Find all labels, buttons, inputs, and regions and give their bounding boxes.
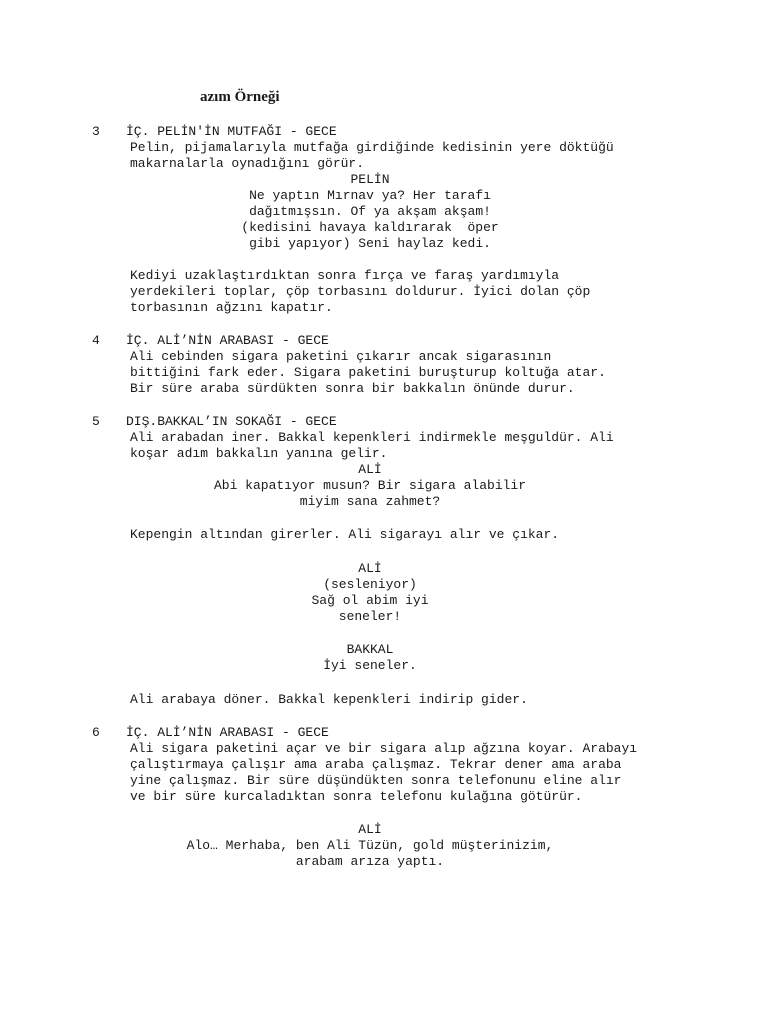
action-line: torbasının ağzını kapatır. xyxy=(130,300,333,315)
dialogue-line: dağıtmışsın. Of ya akşam akşam! xyxy=(249,204,491,219)
character-name: BAKKAL xyxy=(346,642,394,657)
character-name: ALİ xyxy=(358,561,382,576)
parenthetical: (sesleniyor) xyxy=(323,577,417,592)
dialogue-line: İyi seneler. xyxy=(323,658,417,673)
dialogue-line: arabam arıza yaptı. xyxy=(295,854,445,869)
action-line: Pelin, pijamalarıyla mutfağa girdiğinde kedisinin yere döktüğü xyxy=(130,140,614,155)
character-name: ALİ xyxy=(358,462,382,477)
action-line: bittiğini fark eder. Sigara paketini buruşturup koltuğa atar. xyxy=(130,365,606,380)
scene-number: 5 xyxy=(92,414,100,429)
action-line: koşar adım bakkalın yanına gelir. xyxy=(130,446,388,461)
action-line: Bir süre araba sürdükten sonra bir bakkalın önünde durur. xyxy=(130,381,575,396)
scene-number: 6 xyxy=(92,725,100,740)
action-line: Ali cebinden sigara paketini çıkarır ancak sigarasının xyxy=(130,349,552,364)
dialogue-line: Alo… Merhaba, ben Ali Tüzün, gold müşterinizim, xyxy=(186,838,554,853)
action-line: yerdekileri toplar, çöp torbasını doldurur. İyici dolan çöp xyxy=(130,284,591,299)
scene-heading: İÇ. PELİN'İN MUTFAĞI - GECE xyxy=(126,124,337,139)
action-line: makarnalarla oynadığını görür. xyxy=(130,156,365,171)
action-line: Ali arabadan iner. Bakkal kepenkleri indirmekle meşguldür. Ali xyxy=(130,430,614,445)
dialogue-line: miyim sana zahmet? xyxy=(299,494,441,509)
action-line: ve bir süre kurcaladıktan sonra telefonu kulağına götürür. xyxy=(130,789,583,804)
scene-number: 4 xyxy=(92,333,100,348)
dialogue-line: gibi yapıyor) Seni haylaz kedi. xyxy=(249,236,491,251)
action-line: Ali sigara paketini açar ve bir sigara alıp ağzına koyar. Arabayı xyxy=(130,741,638,756)
dialogue-line: Sağ ol abim iyi xyxy=(311,593,429,608)
scene-number: 3 xyxy=(92,124,100,139)
scene-heading: İÇ. ALİ’NİN ARABASI - GECE xyxy=(126,333,329,348)
character-name: ALİ xyxy=(358,822,382,837)
dialogue-line: Ne yaptın Mırnav ya? Her tarafı xyxy=(249,188,491,203)
action-line: çalıştırmaya çalışır ama araba çalışmaz. Tekrar dener ama araba xyxy=(130,757,622,772)
action-line: Kepengin altından girerler. Ali sigarayı alır ve çıkar. xyxy=(130,527,560,542)
scene-heading: DIŞ.BAKKAL’IN SOKAĞI - GECE xyxy=(126,414,337,429)
dialogue-line: (kedisini havaya kaldırarak öper xyxy=(241,220,499,235)
dialogue-line: Abi kapatıyor musun? Bir sigara alabilir xyxy=(213,478,527,493)
action-line: Ali arabaya döner. Bakkal kepenkleri indirip gider. xyxy=(130,692,528,707)
scene-heading: İÇ. ALİ’NİN ARABASI - GECE xyxy=(126,725,329,740)
action-line: yine çalışmaz. Bir süre düşündükten sonra telefonunu eline alır xyxy=(130,773,622,788)
dialogue-line: seneler! xyxy=(338,609,402,624)
character-name: PELİN xyxy=(350,172,390,187)
document-title: azım Örneği xyxy=(200,89,280,105)
action-line: Kediyi uzaklaştırdıktan sonra fırça ve faraş yardımıyla xyxy=(130,268,560,283)
